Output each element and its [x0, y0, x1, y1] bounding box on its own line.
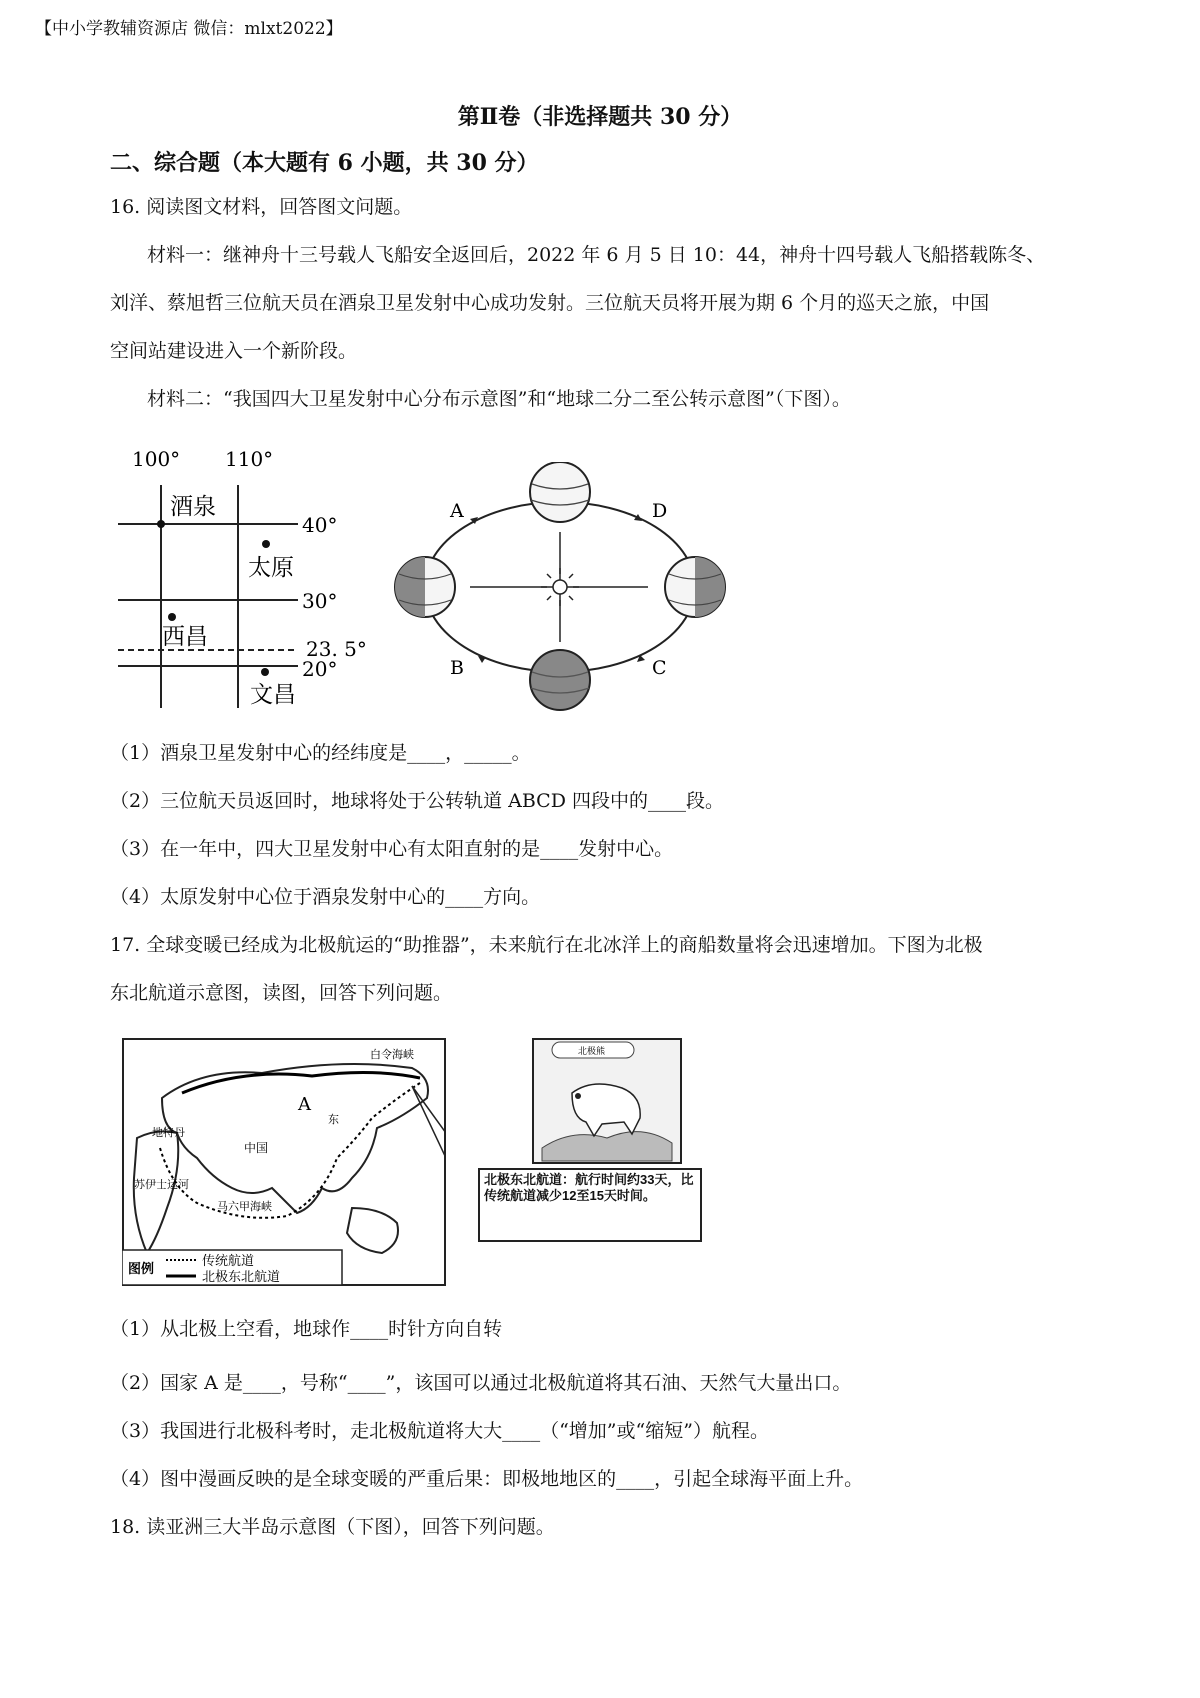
orbit-label-d: D — [652, 500, 668, 522]
infobox-text: 北极东北航道：航行时间约33天，比传统航道减少12至15天时间。 — [484, 1172, 694, 1203]
jiuquan-label: 酒泉 — [170, 494, 216, 520]
route-infobox — [478, 1168, 702, 1242]
legend-title: 图例 — [128, 1262, 155, 1277]
lat-40-label: 40° — [302, 513, 338, 537]
q16-material2: 材料二：“我国四大卫星发射中心分布示意图”和“地球二分二至公转示意图”（下图）。 — [147, 388, 851, 410]
sun-icon — [553, 580, 567, 594]
suez-canal-label: 苏伊士运河 — [134, 1178, 189, 1191]
china-label: 中国 — [244, 1141, 269, 1155]
speech-bubble-text: 北极熊 — [578, 1047, 606, 1057]
xichang-label: 西昌 — [162, 624, 208, 650]
earth-orbit-diagram — [390, 462, 730, 712]
lon-110-label: 110° — [225, 447, 274, 471]
legend-traditional-label: 传统航道 — [202, 1254, 255, 1269]
orbit-label-b: B — [450, 657, 464, 679]
legend-arctic-label: 北极东北航道 — [202, 1270, 281, 1285]
wenchang-label: 文昌 — [250, 682, 296, 708]
earth-bottom-icon — [530, 650, 590, 710]
launch-centers-map — [110, 440, 390, 720]
q17-sub1: （1）从北极上空看，地球作____时针方向自转 — [110, 1318, 503, 1340]
xichang-point — [168, 613, 176, 621]
malacca-strait-label: 马六甲海峡 — [217, 1200, 272, 1213]
q17-stem-line1: 17. 全球变暖已经成为北极航运的“助推器”，未来航行在北冰洋上的商船数量将会迅速增加。下图为北极 — [110, 934, 983, 956]
earth-right-icon — [665, 557, 725, 617]
wenchang-point — [261, 668, 269, 676]
place-label-west: 地特丹 — [152, 1126, 185, 1139]
q16-sub3: （3）在一年中，四大卫星发射中心有太阳直射的是____发射中心。 — [110, 838, 674, 860]
q16-material1-line2: 刘洋、蔡旭哲三位航天员在酒泉卫星发射中心成功发射。三位航天员将开展为期 6 个月的巡天之旅，中国 — [110, 292, 990, 314]
q18-stem: 18. 读亚洲三大半岛示意图（下图），回答下列问题。 — [110, 1516, 555, 1538]
country-a-label: A — [298, 1094, 311, 1115]
taiyuan-point — [262, 540, 270, 548]
q17-sub3: （3）我国进行北极科考时，走北极航道将大大____（“增加”或“缩短”）航程。 — [110, 1420, 769, 1442]
q16-material1-line3: 空间站建设进入一个新阶段。 — [110, 340, 358, 362]
section-title: 第Ⅱ卷（非选择题共 30 分） — [457, 104, 743, 130]
orbit-label-c: C — [652, 657, 667, 679]
page-header: 【中小学教辅资源店 微信：mlxt2022】 — [35, 19, 343, 39]
bering-strait-label: 白令海峡 — [370, 1048, 414, 1061]
lat-20-label: 20° — [302, 657, 338, 681]
q16-material1-line1: 材料一：继神舟十三号载人飞船安全返回后，2022 年 6 月 5 日 10：44，神舟十四号载人飞船搭载陈冬、 — [147, 244, 1046, 266]
q17-stem-line2: 东北航道示意图，读图，回答下列问题。 — [110, 982, 453, 1004]
orbit-label-a: A — [450, 500, 464, 522]
earth-left-icon — [395, 557, 455, 617]
lon-100-label: 100° — [132, 447, 181, 471]
q17-sub4: （4）图中漫画反映的是全球变暖的严重后果：即极地地区的____，引起全球海平面上升。 — [110, 1468, 864, 1490]
q16-sub1: （1）酒泉卫星发射中心的经纬度是____，_____。 — [110, 742, 531, 764]
part-title: 二、综合题（本大题有 6 小题，共 30 分） — [110, 150, 539, 176]
earth-top-icon — [530, 462, 590, 522]
jiuquan-point — [157, 520, 165, 528]
small-east-label: 东 — [328, 1113, 339, 1126]
arctic-route-map — [122, 1038, 446, 1286]
q16-sub2: （2）三位航天员返回时，地球将处于公转轨道 ABCD 四段中的____段。 — [110, 790, 724, 812]
lat-23.5-label: 23. 5° — [306, 637, 367, 661]
taiyuan-label: 太原 — [248, 555, 294, 581]
q17-sub2: （2）国家 A 是____，号称“____”，该国可以通过北极航道将其石油、天然气大量出口。 — [110, 1372, 852, 1394]
polar-bear-cartoon — [532, 1038, 682, 1164]
lat-30-label: 30° — [302, 589, 338, 613]
q16-sub4: （4）太原发射中心位于酒泉发射中心的____方向。 — [110, 886, 541, 908]
q16-stem: 16. 阅读图文材料，回答图文问题。 — [110, 196, 413, 218]
